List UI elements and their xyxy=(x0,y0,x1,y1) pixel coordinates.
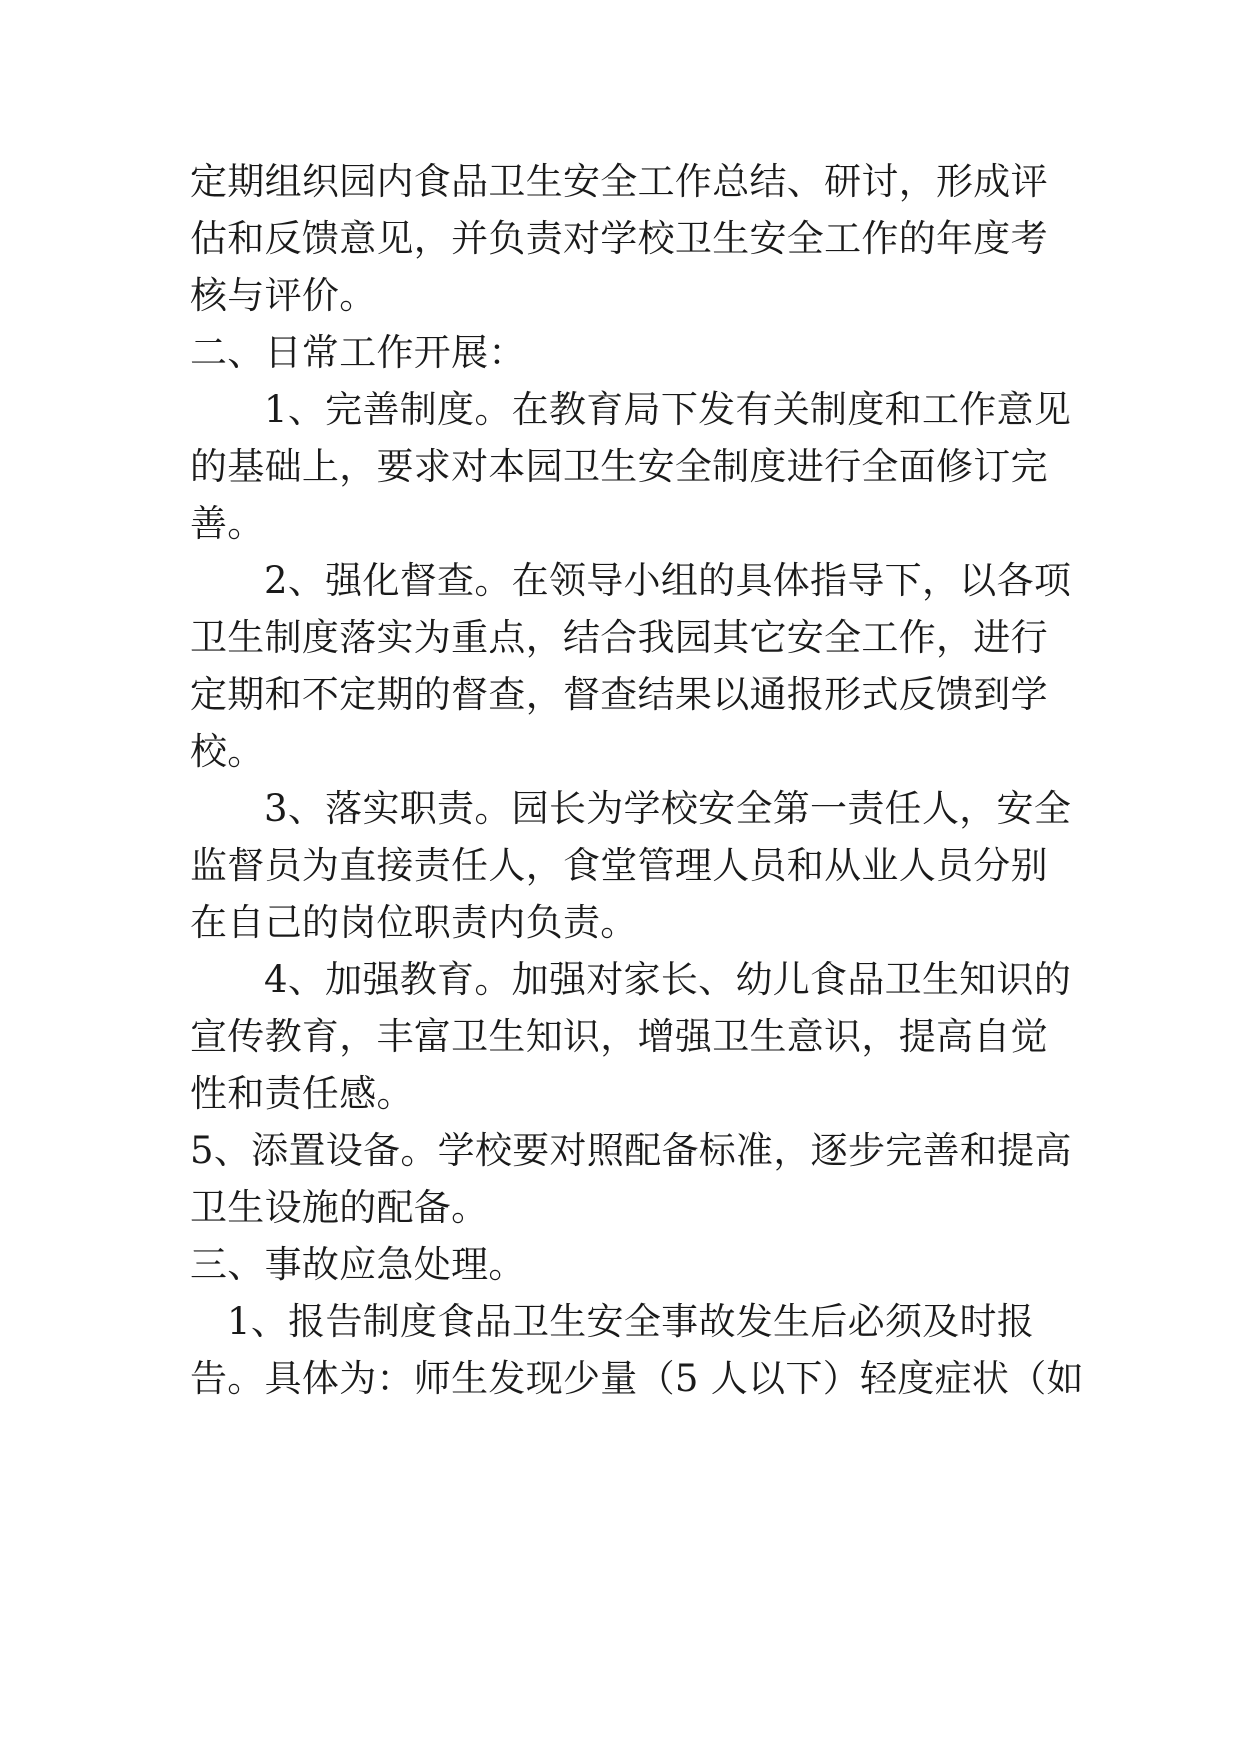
text-line: 3、落实职责。园长为学校安全第一责任人，安全 xyxy=(264,787,1072,830)
text-line: 2、强化督查。在领导小组的具体指导下，以各项 xyxy=(264,559,1072,602)
text-line: 在自己的岗位职责内负责。 xyxy=(190,901,638,944)
text-line: 定期和不定期的督查，督查结果以通报形式反馈到学 xyxy=(190,673,1048,716)
text-line: 的基础上，要求对本园卫生安全制度进行全面修订完 xyxy=(190,445,1048,488)
text-line: 1、完善制度。在教育局下发有关制度和工作意见 xyxy=(264,388,1072,431)
text-line: 卫生制度落实为重点，结合我园其它安全工作，进行 xyxy=(190,616,1048,659)
section-heading: 二、日常工作开展： xyxy=(190,331,526,374)
text-line: 善。 xyxy=(190,502,265,545)
text-line: 核与评价。 xyxy=(190,274,377,317)
text-line: 4、加强教育。加强对家长、幼儿食品卫生知识的 xyxy=(264,958,1072,1001)
text-line: 定期组织园内食品卫生安全工作总结、研讨，形成评 xyxy=(190,160,1048,203)
text-line: 宣传教育，丰富卫生知识，增强卫生意识，提高自觉 xyxy=(190,1015,1048,1058)
section-heading: 三、事故应急处理。 xyxy=(190,1243,526,1286)
text-line: 5、添置设备。学校要对照配备标准，逐步完善和提高 xyxy=(190,1129,1072,1172)
text-line: 校。 xyxy=(190,730,265,773)
text-line: 监督员为直接责任人，食堂管理人员和从业人员分别 xyxy=(190,844,1048,887)
text-line: 卫生设施的配备。 xyxy=(190,1186,489,1229)
text-line: 估和反馈意见，并负责对学校卫生安全工作的年度考 xyxy=(190,217,1048,260)
text-line: 1、报告制度食品卫生安全事故发生后必须及时报 xyxy=(227,1300,1035,1343)
text-line: 性和责任感。 xyxy=(190,1072,414,1115)
text-line: 告。具体为：师生发现少量（5 人以下）轻度症状（如 xyxy=(190,1357,1084,1400)
